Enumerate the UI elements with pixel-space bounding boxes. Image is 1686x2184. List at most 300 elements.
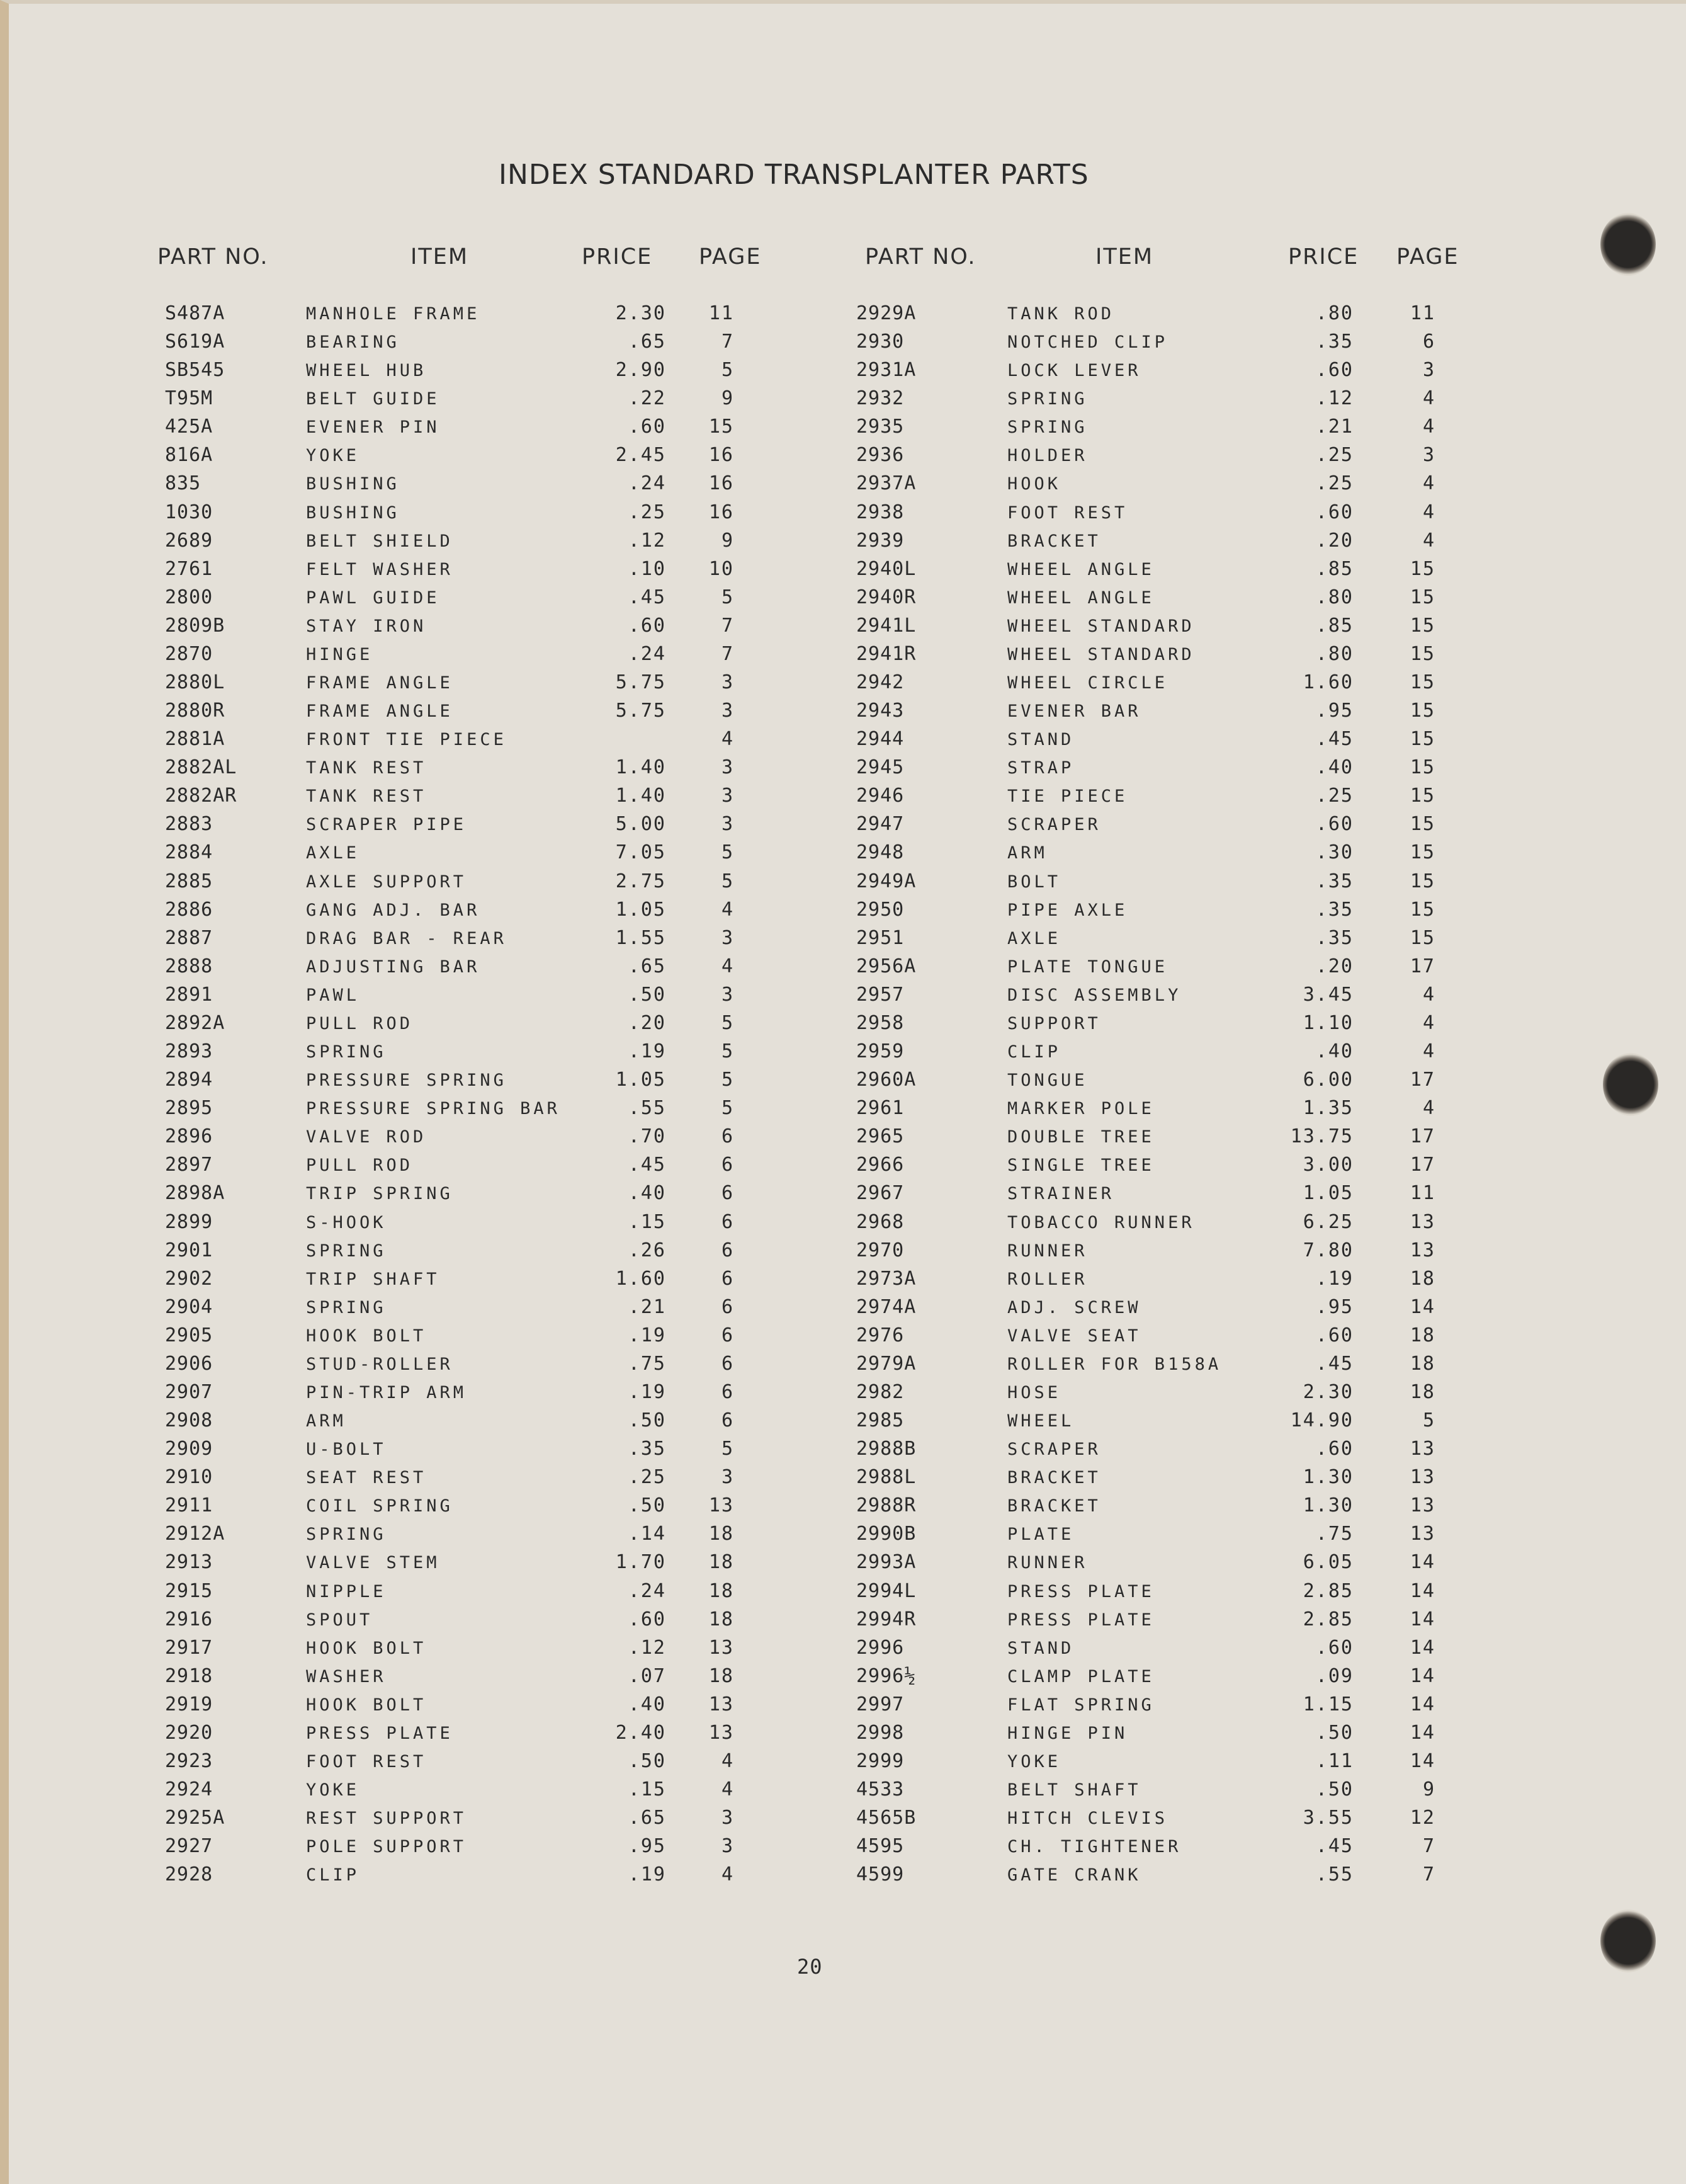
item-name: ADJ. SCREW — [1007, 1297, 1141, 1317]
price: .95 — [1315, 700, 1354, 722]
item-name: HOOK BOLT — [306, 1326, 427, 1346]
part-number: 2893 — [165, 1040, 213, 1063]
page-ref: 3 — [721, 700, 734, 722]
page-ref: 7 — [1422, 1835, 1435, 1858]
page-ref: 17 — [1410, 1125, 1435, 1148]
item-name: BELT SHIELD — [306, 531, 453, 551]
price: 1.60 — [1303, 671, 1354, 694]
price: .50 — [628, 1494, 666, 1517]
part-number: 2994L — [856, 1579, 917, 1602]
part-number: 2881A — [165, 728, 225, 751]
page-ref: 13 — [708, 1721, 734, 1744]
item-name: HOSE — [1007, 1382, 1061, 1402]
binder-hole-middle — [1603, 1053, 1658, 1116]
page-ref: 6 — [721, 1182, 734, 1205]
part-number: 2917 — [165, 1636, 213, 1659]
part-number: 2924 — [165, 1778, 213, 1801]
item-name: MANHOLE FRAME — [306, 304, 480, 324]
page-ref: 13 — [708, 1693, 734, 1715]
price: .45 — [1315, 1835, 1354, 1858]
item-name: WHEEL ANGLE — [1007, 588, 1155, 608]
item-name: PRESSURE SPRING — [306, 1071, 507, 1091]
price: .25 — [628, 501, 666, 523]
price: 1.15 — [1303, 1693, 1354, 1715]
part-number: 2947 — [856, 813, 905, 836]
price: .60 — [1315, 1438, 1354, 1460]
price: .50 — [628, 983, 666, 1006]
part-number: 2993A — [856, 1551, 917, 1574]
price: .30 — [1315, 841, 1354, 864]
price: .55 — [628, 1097, 666, 1120]
part-number: 1030 — [165, 501, 213, 523]
item-name: WASHER — [306, 1666, 387, 1686]
price: .45 — [628, 586, 666, 608]
price: .19 — [628, 1040, 666, 1063]
part-number: 2979A — [856, 1352, 917, 1375]
item-name: GANG ADJ. BAR — [306, 900, 480, 920]
price: .70 — [628, 1125, 666, 1148]
part-number: 2907 — [165, 1380, 213, 1403]
item-name: HINGE — [306, 644, 373, 664]
item-name: SCRAPER — [1007, 1440, 1101, 1460]
part-number: 2942 — [856, 671, 905, 694]
price: 1.35 — [1303, 1097, 1354, 1120]
item-name: AXLE SUPPORT — [306, 872, 467, 892]
part-number: 2904 — [165, 1295, 213, 1318]
item-name: SPRING — [306, 1042, 387, 1062]
part-number: 2948 — [856, 841, 905, 864]
price: .35 — [1315, 331, 1354, 353]
price: .60 — [1315, 1324, 1354, 1346]
price: .65 — [628, 331, 666, 353]
price: 1.40 — [615, 756, 666, 779]
part-number: 2998 — [856, 1721, 905, 1744]
price: .35 — [628, 1438, 666, 1460]
part-number: 2936 — [856, 444, 905, 467]
page-ref: 15 — [1410, 898, 1435, 921]
price: .35 — [1315, 870, 1354, 892]
price: 2.75 — [615, 870, 666, 892]
item-name: SPRING — [306, 1241, 387, 1261]
item-name: AXLE — [1007, 928, 1061, 948]
part-number: 2909 — [165, 1438, 213, 1460]
page-ref: 13 — [708, 1494, 734, 1517]
part-number: 2967 — [856, 1182, 905, 1205]
price: 14.90 — [1290, 1409, 1354, 1432]
page-number: 20 — [797, 1955, 823, 1979]
page-ref: 13 — [1410, 1438, 1435, 1460]
item-name: BELT GUIDE — [306, 389, 440, 409]
part-number: 2996 — [856, 1636, 905, 1659]
part-number: SB545 — [165, 359, 225, 382]
part-number: 2966 — [856, 1154, 905, 1176]
item-name: FELT WASHER — [306, 559, 453, 579]
item-name: ADJUSTING BAR — [306, 957, 480, 977]
part-number: 2919 — [165, 1693, 213, 1715]
header-part-no-left: PART NO. — [157, 244, 269, 270]
page-ref: 18 — [708, 1579, 734, 1602]
price: .60 — [1315, 501, 1354, 523]
page-ref: 4 — [721, 898, 734, 921]
price: .10 — [628, 557, 666, 580]
part-number: 2910 — [165, 1466, 213, 1489]
part-number: 2920 — [165, 1721, 213, 1744]
item-name: PRESS PLATE — [1007, 1581, 1155, 1601]
page-ref: 3 — [721, 1835, 734, 1858]
part-number: 2961 — [856, 1097, 905, 1120]
page-ref: 3 — [721, 756, 734, 779]
part-number: 2970 — [856, 1239, 905, 1261]
price: .60 — [1315, 813, 1354, 836]
page-ref: 4 — [1422, 472, 1435, 495]
page-ref: 11 — [1410, 1182, 1435, 1205]
item-name: SUPPORT — [1007, 1013, 1101, 1033]
price: .25 — [1315, 444, 1354, 467]
item-name: POLE SUPPORT — [306, 1837, 467, 1857]
page-ref: 13 — [1410, 1210, 1435, 1233]
part-number: 2892A — [165, 1011, 225, 1034]
item-name: SPRING — [306, 1525, 387, 1545]
part-number: 2990B — [856, 1523, 917, 1545]
part-number: 2976 — [856, 1324, 905, 1346]
price: .12 — [628, 1636, 666, 1659]
item-name: SINGLE TREE — [1007, 1156, 1155, 1176]
page-ref: 16 — [708, 444, 734, 467]
page-ref: 14 — [1410, 1693, 1435, 1715]
part-number: 2996½ — [856, 1664, 917, 1687]
item-name: PIN-TRIP ARM — [306, 1382, 467, 1402]
item-name: ROLLER — [1007, 1269, 1088, 1289]
part-number: 2884 — [165, 841, 213, 864]
price: .60 — [628, 416, 666, 438]
page-ref: 3 — [721, 1466, 734, 1489]
part-number: 2932 — [856, 387, 905, 410]
part-number: 2870 — [165, 642, 213, 665]
part-number: 2902 — [165, 1267, 213, 1290]
price: 1.05 — [1303, 1182, 1354, 1205]
price: .19 — [628, 1863, 666, 1886]
page-ref: 5 — [721, 841, 734, 864]
page-ref: 5 — [721, 1438, 734, 1460]
price: .24 — [628, 642, 666, 665]
item-name: SPRING — [1007, 418, 1088, 438]
price: 7.05 — [615, 841, 666, 864]
part-number: 2925A — [165, 1807, 225, 1829]
part-number: 816A — [165, 444, 213, 467]
page-ref: 17 — [1410, 1069, 1435, 1091]
item-name: TRIP SPRING — [306, 1184, 453, 1204]
item-name: DISC ASSEMBLY — [1007, 985, 1182, 1005]
page-ref: 13 — [1410, 1239, 1435, 1261]
page-ref: 4 — [721, 955, 734, 977]
price: 1.30 — [1303, 1494, 1354, 1517]
part-number: 4565B — [856, 1807, 917, 1829]
page-ref: 18 — [1410, 1267, 1435, 1290]
part-number: 2939 — [856, 529, 905, 552]
part-number: 4533 — [856, 1778, 905, 1801]
part-number: 2941R — [856, 642, 917, 665]
item-name: PLATE TONGUE — [1007, 957, 1168, 977]
part-number: 2982 — [856, 1380, 905, 1403]
item-name: SEAT REST — [306, 1468, 427, 1488]
price: 3.00 — [1303, 1154, 1354, 1176]
part-number: 2997 — [856, 1693, 905, 1715]
item-name: TIE PIECE — [1007, 787, 1128, 807]
page-ref: 5 — [721, 1011, 734, 1034]
page-ref: 6 — [721, 1380, 734, 1403]
price: .26 — [628, 1239, 666, 1261]
part-number: 2988R — [856, 1494, 917, 1517]
page-ref: 14 — [1410, 1608, 1435, 1630]
price: 1.55 — [615, 926, 666, 949]
item-name: DRAG BAR - REAR — [306, 928, 507, 948]
part-number: 2891 — [165, 983, 213, 1006]
part-number: 2916 — [165, 1608, 213, 1630]
part-number: 2912A — [165, 1523, 225, 1545]
item-name: MARKER POLE — [1007, 1099, 1155, 1119]
part-number: 2800 — [165, 586, 213, 608]
price: .24 — [628, 472, 666, 495]
page-ref: 7 — [1422, 1863, 1435, 1886]
price: 1.60 — [615, 1267, 666, 1290]
page-ref: 5 — [721, 1097, 734, 1120]
page-ref: 6 — [721, 1324, 734, 1346]
price: .60 — [1315, 359, 1354, 382]
item-name: STAND — [1007, 730, 1075, 750]
item-name: YOKE — [1007, 1751, 1061, 1772]
page-ref: 13 — [1410, 1494, 1435, 1517]
header-item-left: ITEM — [410, 244, 469, 270]
price: .22 — [628, 387, 666, 410]
header-page-right: PAGE — [1396, 244, 1459, 270]
page-ref: 6 — [721, 1154, 734, 1176]
item-name: S-HOOK — [306, 1212, 387, 1232]
page-ref: 15 — [1410, 841, 1435, 864]
page-ref: 12 — [1410, 1807, 1435, 1829]
page-ref: 6 — [721, 1239, 734, 1261]
price: .40 — [1315, 1040, 1354, 1063]
page-ref: 4 — [1422, 529, 1435, 552]
price: 1.70 — [615, 1551, 666, 1574]
page-ref: 14 — [1410, 1749, 1435, 1772]
item-name: BEARING — [306, 333, 400, 353]
page-ref: 4 — [1422, 1011, 1435, 1034]
page-ref: 16 — [708, 501, 734, 523]
part-number: 2928 — [165, 1863, 213, 1886]
item-name: EVENER PIN — [306, 418, 440, 438]
part-number: 2956A — [856, 955, 917, 977]
page-ref: 3 — [721, 926, 734, 949]
item-name: VALVE ROD — [306, 1127, 427, 1147]
page-ref: 3 — [721, 785, 734, 807]
price: 2.90 — [615, 359, 666, 382]
part-number: S619A — [165, 331, 225, 353]
item-name: PRESS PLATE — [1007, 1610, 1155, 1630]
price: .25 — [1315, 472, 1354, 495]
part-number: 2931A — [856, 359, 917, 382]
price: .40 — [628, 1693, 666, 1715]
page-ref: 3 — [1422, 359, 1435, 382]
page-ref: 4 — [1422, 1040, 1435, 1063]
page-ref: 18 — [708, 1551, 734, 1574]
part-number: 2918 — [165, 1664, 213, 1687]
page-ref: 7 — [721, 614, 734, 637]
part-number: 2915 — [165, 1579, 213, 1602]
item-name: GATE CRANK — [1007, 1865, 1141, 1885]
price: .15 — [628, 1778, 666, 1801]
item-name: FRAME ANGLE — [306, 673, 453, 693]
page-ref: 6 — [1422, 331, 1435, 353]
item-name: HITCH CLEVIS — [1007, 1809, 1168, 1829]
item-name: STAY IRON — [306, 616, 427, 636]
item-name: HOLDER — [1007, 446, 1088, 466]
part-number: 2951 — [856, 926, 905, 949]
page-ref: 3 — [721, 671, 734, 694]
part-number: 425A — [165, 416, 213, 438]
price: .50 — [628, 1409, 666, 1432]
page-ref: 7 — [721, 331, 734, 353]
price: .20 — [1315, 529, 1354, 552]
part-number: 2885 — [165, 870, 213, 892]
price: .25 — [1315, 785, 1354, 807]
item-name: ARM — [306, 1411, 346, 1431]
price: 5.00 — [615, 813, 666, 836]
item-name: SCRAPER PIPE — [306, 815, 467, 835]
item-name: VALVE SEAT — [1007, 1326, 1141, 1346]
part-number: 2894 — [165, 1069, 213, 1091]
page-ref: 15 — [1410, 728, 1435, 751]
page-ref: 11 — [1410, 302, 1435, 324]
part-number: 2950 — [856, 898, 905, 921]
part-number: 2974A — [856, 1295, 917, 1318]
part-number: 2935 — [856, 416, 905, 438]
page-ref: 3 — [1422, 444, 1435, 467]
item-name: PAWL GUIDE — [306, 588, 440, 608]
page-ref: 18 — [1410, 1324, 1435, 1346]
item-name: TANK REST — [306, 787, 427, 807]
part-number: S487A — [165, 302, 225, 324]
page-ref: 4 — [1422, 983, 1435, 1006]
price: .50 — [1315, 1721, 1354, 1744]
page-ref: 4 — [1422, 501, 1435, 523]
page-ref: 15 — [1410, 557, 1435, 580]
item-name: RUNNER — [1007, 1553, 1088, 1573]
item-name: LOCK LEVER — [1007, 361, 1141, 381]
page-ref: 3 — [721, 813, 734, 836]
page-ref: 4 — [721, 1749, 734, 1772]
item-name: BRACKET — [1007, 1496, 1101, 1516]
price: 1.10 — [1303, 1011, 1354, 1034]
item-name: PULL ROD — [306, 1156, 414, 1176]
part-number: 2896 — [165, 1125, 213, 1148]
price: .24 — [628, 1579, 666, 1602]
page-ref: 6 — [721, 1267, 734, 1290]
item-name: FRONT TIE PIECE — [306, 730, 507, 750]
page-ref: 14 — [1410, 1664, 1435, 1687]
item-name: WHEEL STANDARD — [1007, 644, 1195, 664]
part-number: 2887 — [165, 926, 213, 949]
page-ref: 4 — [1422, 1097, 1435, 1120]
page-ref: 13 — [1410, 1466, 1435, 1489]
item-name: NOTCHED CLIP — [1007, 333, 1168, 353]
part-number: 2940R — [856, 586, 917, 608]
part-number: 2888 — [165, 955, 213, 977]
part-number: 2895 — [165, 1097, 213, 1120]
price: .85 — [1315, 557, 1354, 580]
price: .12 — [1315, 387, 1354, 410]
part-number: 2882AR — [165, 785, 237, 807]
item-name: TRIP SHAFT — [306, 1269, 440, 1289]
item-name: WHEEL ANGLE — [1007, 559, 1155, 579]
item-name: PIPE AXLE — [1007, 900, 1128, 920]
header-item-right: ITEM — [1095, 244, 1154, 270]
header-part-no-right: PART NO. — [865, 244, 976, 270]
page-ref: 9 — [721, 529, 734, 552]
page-ref: 5 — [721, 586, 734, 608]
page-ref: 4 — [1422, 387, 1435, 410]
item-name: TANK REST — [306, 758, 427, 778]
item-name: HOOK — [1007, 474, 1061, 494]
price: .60 — [628, 614, 666, 637]
price: .12 — [628, 529, 666, 552]
price: 2.85 — [1303, 1579, 1354, 1602]
item-name: WHEEL STANDARD — [1007, 616, 1195, 636]
price: .15 — [628, 1210, 666, 1233]
item-name: STRAINER — [1007, 1184, 1115, 1204]
part-number: 2999 — [856, 1749, 905, 1772]
price: 5.75 — [615, 671, 666, 694]
item-name: U-BOLT — [306, 1440, 387, 1460]
part-number: 2906 — [165, 1352, 213, 1375]
item-name: PAWL — [306, 985, 360, 1005]
page-ref: 5 — [1422, 1409, 1435, 1432]
price: .85 — [1315, 614, 1354, 637]
part-number: 2941L — [856, 614, 917, 637]
price: .21 — [628, 1295, 666, 1318]
part-number: 2949A — [856, 870, 917, 892]
page-ref: 14 — [1410, 1721, 1435, 1744]
item-name: STRAP — [1007, 758, 1075, 778]
page-ref: 9 — [721, 387, 734, 410]
price: 6.00 — [1303, 1069, 1354, 1091]
item-name: BRACKET — [1007, 1468, 1101, 1488]
item-name: BUSHING — [306, 503, 400, 523]
header-page-left: PAGE — [699, 244, 762, 270]
part-number: 2968 — [856, 1210, 905, 1233]
item-name: TANK ROD — [1007, 304, 1115, 324]
item-name: ROLLER FOR B158A — [1007, 1354, 1222, 1374]
item-name: PRESS PLATE — [306, 1723, 453, 1743]
price: .19 — [1315, 1267, 1354, 1290]
part-number: 4595 — [856, 1835, 905, 1858]
part-number: 2937A — [856, 472, 917, 495]
price: 1.40 — [615, 785, 666, 807]
part-number: 2911 — [165, 1494, 213, 1517]
price: 6.25 — [1303, 1210, 1354, 1233]
part-number: 2958 — [856, 1011, 905, 1034]
price: .75 — [1315, 1523, 1354, 1545]
price: .09 — [1315, 1664, 1354, 1687]
price: 5.75 — [615, 700, 666, 722]
part-number: 2880R — [165, 700, 225, 722]
item-name: WHEEL — [1007, 1411, 1075, 1431]
page-ref: 15 — [1410, 586, 1435, 608]
price: 6.05 — [1303, 1551, 1354, 1574]
part-number: 2945 — [856, 756, 905, 779]
price: .50 — [1315, 1778, 1354, 1801]
part-number: 835 — [165, 472, 201, 495]
page-ref: 6 — [721, 1210, 734, 1233]
